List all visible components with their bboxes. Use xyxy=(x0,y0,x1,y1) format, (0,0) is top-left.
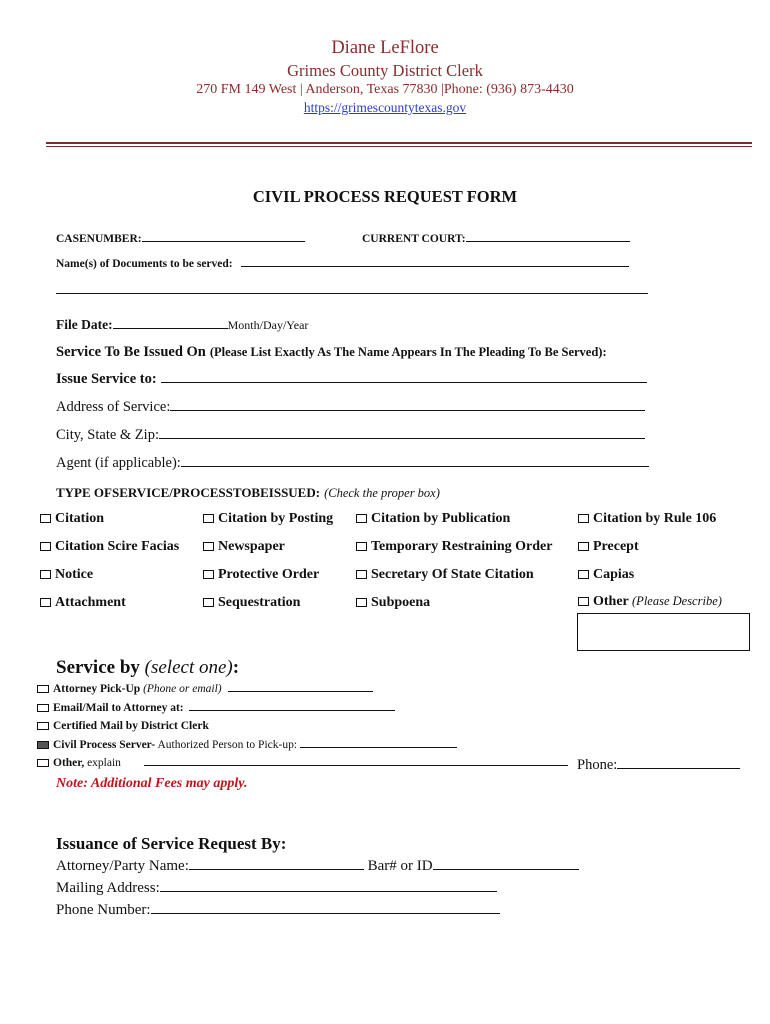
bar-id-field[interactable] xyxy=(433,868,579,870)
checkbox-icon[interactable] xyxy=(578,542,589,551)
option-citation-by-rule-106[interactable]: Citation by Rule 106 xyxy=(578,511,716,527)
file-date-field[interactable] xyxy=(113,327,228,329)
clerk-address: 270 FM 149 West | Anderson, Texas 77830 |Phone: (936) 873-4430 xyxy=(196,82,574,97)
option-subpoena[interactable]: Subpoena xyxy=(356,595,430,611)
checkbox-icon[interactable] xyxy=(356,598,367,607)
option-newspaper[interactable]: Newspaper xyxy=(203,539,285,555)
phone-number-field[interactable] xyxy=(151,912,500,914)
service-by-hint: (select one) xyxy=(144,657,233,678)
checkbox-icon[interactable] xyxy=(356,514,367,523)
website-link[interactable]: https://grimescountytexas.gov xyxy=(303,100,467,115)
other-explain-field[interactable] xyxy=(144,764,568,766)
checkbox-icon[interactable] xyxy=(356,570,367,579)
email-mail-field[interactable] xyxy=(189,709,395,711)
option-precept[interactable]: Precept xyxy=(578,539,639,555)
checkbox-icon[interactable] xyxy=(203,598,214,607)
service-heading: Service To Be Issued On xyxy=(56,344,206,360)
clerk-title: Grimes County District Clerk xyxy=(287,61,483,80)
checkbox-icon[interactable] xyxy=(37,759,49,767)
service-by-civil-process-server[interactable]: Civil Process Server- Authorized Person to Pick-up: xyxy=(37,739,457,751)
checkbox-icon[interactable] xyxy=(578,514,589,523)
clerk-name: Diane LeFlore xyxy=(331,38,439,58)
checkbox-icon[interactable] xyxy=(37,704,49,712)
phone-number-label: Phone Number: xyxy=(56,902,151,918)
option-attachment[interactable]: Attachment xyxy=(40,595,126,611)
checkbox-icon[interactable] xyxy=(40,542,51,551)
checkbox-icon[interactable] xyxy=(37,685,49,693)
documents-label: Name(s) of Documents to be served: xyxy=(56,258,233,270)
service-by-email-mail[interactable]: Email/Mail to Attorney at: xyxy=(37,702,395,714)
type-of-service-hint: (Check the proper box) xyxy=(324,486,440,500)
option-notice[interactable]: Notice xyxy=(40,567,93,583)
address-label: Address of Service: xyxy=(56,399,171,415)
checkbox-icon[interactable] xyxy=(356,542,367,551)
other-describe-box[interactable] xyxy=(577,613,750,651)
attorney-name-field[interactable] xyxy=(189,868,364,870)
checkbox-icon[interactable] xyxy=(578,597,589,606)
authorized-person-field[interactable] xyxy=(300,746,457,748)
option-citation-by-publication[interactable]: Citation by Publication xyxy=(356,511,510,527)
additional-fees-note: Note: Additional Fees may apply. xyxy=(56,776,248,791)
file-date-hint: Month/Day/Year xyxy=(227,318,309,332)
option-other[interactable]: Other (Please Describe) xyxy=(578,594,722,610)
header-rule-top xyxy=(46,142,752,144)
current-court-field[interactable] xyxy=(466,240,630,242)
header-rule-bottom xyxy=(46,146,752,147)
option-sequestration[interactable]: Sequestration xyxy=(203,595,300,611)
case-number-label: CASENUMBER: xyxy=(56,233,142,245)
bar-id-label: Bar# or ID xyxy=(367,858,433,874)
phone-field[interactable] xyxy=(617,767,740,769)
checkbox-icon[interactable] xyxy=(203,570,214,579)
issuance-heading: Issuance of Service Request By: xyxy=(56,834,287,853)
option-capias[interactable]: Capias xyxy=(578,567,634,583)
documents-field-line2[interactable] xyxy=(56,292,648,294)
option-secretary-of-state-citation[interactable]: Secretary Of State Citation xyxy=(356,567,534,583)
service-heading-note: (Please List Exactly As The Name Appears In The Pleading To Be Served): xyxy=(209,345,607,359)
mailing-address-label: Mailing Address: xyxy=(56,880,160,896)
agent-label: Agent (if applicable): xyxy=(56,455,181,471)
option-protective-order[interactable]: Protective Order xyxy=(203,567,319,583)
service-by-attorney-pickup[interactable]: Attorney Pick-Up (Phone or email) xyxy=(37,683,373,695)
option-citation-scire-facias[interactable]: Citation Scire Facias xyxy=(40,539,179,555)
city-field[interactable] xyxy=(159,437,645,439)
checkbox-icon[interactable] xyxy=(578,570,589,579)
file-date-label: File Date: xyxy=(56,317,113,332)
option-citation-by-posting[interactable]: Citation by Posting xyxy=(203,511,333,527)
checkbox-icon[interactable] xyxy=(203,542,214,551)
city-label: City, State & Zip: xyxy=(56,427,159,443)
documents-field[interactable] xyxy=(241,265,629,267)
checkbox-icon[interactable] xyxy=(40,514,51,523)
type-of-service-label: TYPE OFSERVICE/PROCESSTOBEISSUED: xyxy=(56,485,321,500)
option-temporary-restraining-order[interactable]: Temporary Restraining Order xyxy=(356,539,552,555)
attorney-pickup-field[interactable] xyxy=(228,690,373,692)
service-by-heading: Service by xyxy=(56,657,140,678)
checkbox-icon[interactable] xyxy=(203,514,214,523)
checkbox-icon[interactable] xyxy=(37,722,49,730)
form-title: CIVIL PROCESS REQUEST FORM xyxy=(252,187,518,206)
checkbox-icon[interactable] xyxy=(40,570,51,579)
address-field[interactable] xyxy=(170,409,645,411)
mailing-address-field[interactable] xyxy=(160,890,497,892)
other-describe-hint: (Please Describe) xyxy=(632,594,722,608)
phone-label: Phone: xyxy=(577,757,618,773)
option-citation[interactable]: Citation xyxy=(40,511,104,527)
service-by-other[interactable]: Other, explain xyxy=(37,757,568,769)
service-by-certified-mail[interactable]: Certified Mail by District Clerk xyxy=(37,720,209,732)
current-court-label: CURRENT COURT: xyxy=(362,233,466,245)
agent-field[interactable] xyxy=(181,465,649,467)
checkbox-icon[interactable] xyxy=(40,598,51,607)
issue-to-field[interactable] xyxy=(161,381,647,383)
issue-to-label: Issue Service to: xyxy=(56,371,157,387)
attorney-name-label: Attorney/Party Name: xyxy=(56,858,189,874)
case-number-field[interactable] xyxy=(142,240,305,242)
checkbox-checked-icon[interactable] xyxy=(37,741,49,749)
